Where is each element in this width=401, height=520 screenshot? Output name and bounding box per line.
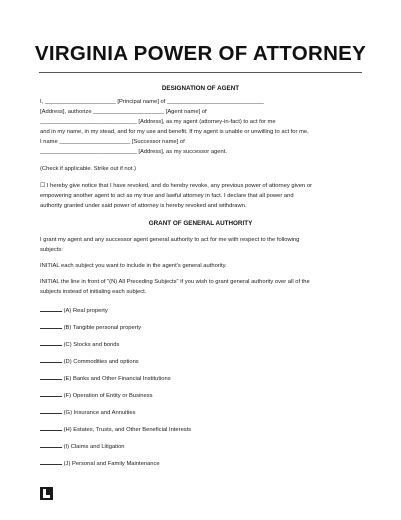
revoke-line: empowering another agent to act as my true and lawful attorney in fact. I declare that all power and bbox=[40, 193, 294, 199]
title-divider bbox=[39, 72, 362, 73]
grant-line: I grant my agent and any successor agent general authority to act for me with respect to the following bbox=[40, 237, 300, 243]
document-title: VIRGINIA POWER OF ATTORNEY bbox=[34, 42, 367, 65]
initial-blank[interactable] bbox=[40, 340, 62, 346]
subject-item: (F) Operation of Entity or Business bbox=[40, 391, 153, 400]
designation-line: ______________________________ [Address], as my agent (attorney-in-fact) to act for me bbox=[40, 119, 276, 125]
initial-blank[interactable] bbox=[40, 391, 62, 397]
initial-blank[interactable] bbox=[40, 425, 62, 431]
check-note: (Check if applicable. Strike out if not.) bbox=[40, 166, 137, 172]
initial-instruction: INITIAL each subject you want to include in the agent's general authority. bbox=[40, 263, 227, 269]
brand-logo-icon bbox=[40, 487, 53, 500]
subject-item: (H) Estates, Trusts, and Other Beneficial Interests bbox=[40, 425, 191, 434]
designation-line: and in my name, in my stead, and for my use and benefit. If my agent is unable or unwilling to act for me, bbox=[40, 129, 309, 135]
initial-blank[interactable] bbox=[40, 357, 62, 363]
subject-item: (I) Claims and Litigation bbox=[40, 442, 125, 451]
grant-line: subjects: bbox=[40, 247, 63, 253]
revoke-line: ☐ I hereby give notice that I have revoked, and do hereby revoke, any previous power of attorney given or bbox=[40, 183, 313, 189]
designation-line: I name ______________________ [Successor name] of bbox=[40, 139, 185, 145]
designation-line: I, ______________________ [Principal name] of ______________________________ bbox=[40, 99, 264, 105]
revoke-line: authority granted under said power of attorney is hereby revoked and withdrawn. bbox=[40, 203, 247, 209]
designation-line: [Address], authorize ______________________ [Agent name] of bbox=[40, 109, 207, 115]
subject-item: (A) Real property bbox=[40, 306, 108, 315]
initial-blank[interactable] bbox=[40, 306, 62, 312]
initial-all-line: subjects instead of initialing each subject. bbox=[40, 289, 147, 295]
initial-blank[interactable] bbox=[40, 459, 62, 465]
subject-item: (E) Banks and Other Financial Institutions bbox=[40, 374, 171, 383]
initial-blank[interactable] bbox=[40, 408, 62, 414]
subject-item: (C) Stocks and bonds bbox=[40, 340, 119, 349]
initial-all-line: INITIAL the line in front of "(N) All Preceding Subjects" if you wish to grant general authority over all of the bbox=[40, 279, 310, 285]
subject-item: (G) Insurance and Annuities bbox=[40, 408, 135, 417]
designation-heading: DESIGNATION OF AGENT bbox=[161, 85, 240, 92]
subject-item: (B) Tangible personal property bbox=[40, 323, 141, 332]
subject-item: (D) Commodities and options bbox=[40, 357, 139, 366]
initial-blank[interactable] bbox=[40, 442, 62, 448]
designation-line: ______________________________ [Address], as my successor agent. bbox=[40, 149, 227, 155]
grant-heading: GRANT OF GENERAL AUTHORITY bbox=[148, 220, 253, 227]
initial-blank[interactable] bbox=[40, 374, 62, 380]
subject-item: (J) Personal and Family Maintenance bbox=[40, 459, 160, 468]
initial-blank[interactable] bbox=[40, 323, 62, 329]
